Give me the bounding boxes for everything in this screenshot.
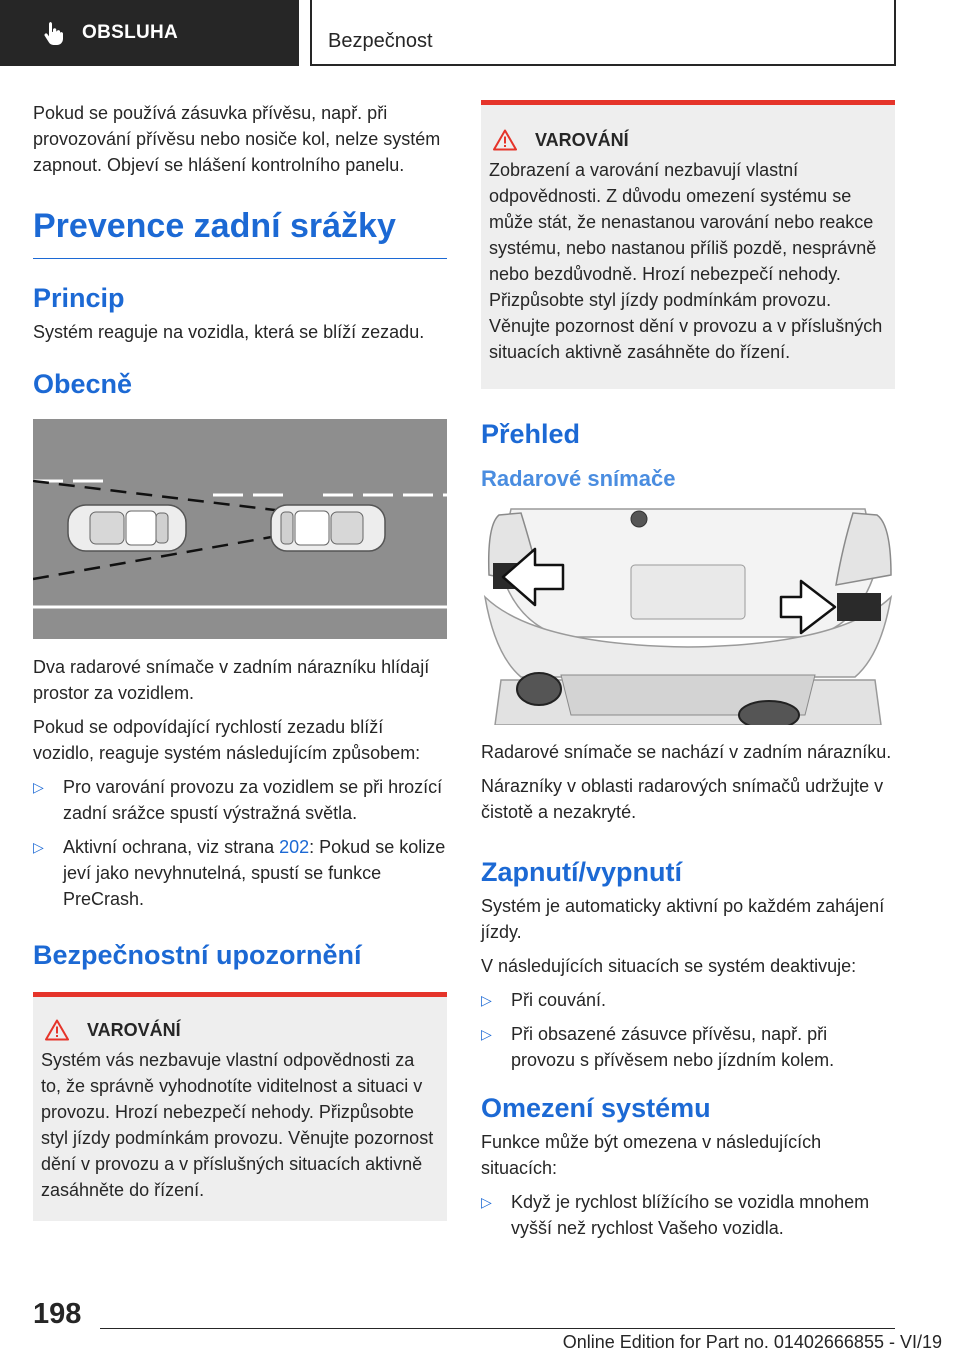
triangle-bullet-icon: ▷ [481,1194,492,1210]
radar-caption: Radarové snímače se nachází v zadním nárazníku. [481,742,892,762]
figure-caption: Dva radarové snímače v zadním nárazníku hlídají prostor za vozidlem. [33,657,430,703]
list-item: ▷ Při couvání. [481,987,895,1013]
triangle-bullet-icon: ▷ [33,779,44,795]
section-header [310,0,896,66]
deactivate-list [481,987,895,1073]
right-column [481,100,895,1249]
behavior-list [33,774,447,912]
rear-radar-coverage-figure [33,419,447,639]
list-item: ▷ Pro varování provozu za vozidlem se při hrozící zadní srážce spustí výstražná světla. [33,774,447,826]
deactivate-text: V následujících situacích se systém deaktivuje: [481,956,857,976]
chapter-tab-label: OBSLUHA [82,22,179,43]
warning-title: VAROVÁNÍ [87,1020,181,1040]
onoff-heading: Zapnutí/vypnutí [481,857,682,887]
warning-triangle-icon [493,129,517,151]
principle-text: Systém reaguje na vozidla, která se blíží zezadu. [33,322,425,342]
principle-heading: Princip [33,283,125,313]
radar-sensor-right [837,593,881,621]
limits-list [481,1189,895,1241]
radar-text: Nárazníky v oblasti radarových snímačů udržujte v čistotě a nezakryté. [481,776,884,822]
radar-heading: Radarové snímače [481,466,676,491]
page-number: 198 [33,1298,82,1330]
chapter-tab[interactable] [0,0,299,66]
warning-box [33,992,447,1221]
warning-triangle-icon [45,1019,69,1041]
behavior-text: Pokud se odpovídající rychlostí zezadu blíží vozidlo, reaguje systém následujícím způsobem: [33,717,421,763]
following-car [68,505,186,551]
general-heading: Obecně [33,369,133,399]
list-item: ▷ Když je rychlost blížícího se vozidla mnohem vyšší než rychlost Vašeho vozidla. [481,1189,895,1241]
page-reference-link[interactable]: 202 [279,837,310,857]
exhaust-left [517,673,561,705]
section-header-label: Bezpečnost [328,30,433,52]
edition-text: Online Edition for Part no. 01402666855 - VI/19 [562,1332,942,1352]
footer-divider [100,1328,895,1329]
page-title: Prevence zadní srážky [33,206,447,259]
left-column [33,100,447,1237]
limits-text: Funkce může být omezena v následujících situacích: [481,1132,822,1178]
intro-paragraph: Pokud se používá zásuvka přívěsu, např. při provozování přívěsu nebo nosiče kol, nelze systém zapnout. Objeví se hlášení kontrolního panelu. [33,103,441,175]
overview-heading: Přehled [481,419,581,449]
safety-heading: Bezpečnostní upozornění [33,940,362,970]
triangle-bullet-icon: ▷ [481,1026,492,1042]
brand-logo [631,511,647,527]
warning-text: Zobrazení a varování nezbavují vlastní odpovědnosti. Z důvodu omezení systému se může stát, že nenastanou varování nebo reakce systému, nebo nastanou příliš pozdě, nesprávně nebo bezdůvodně. Hrozí nebezpečí nehody. Přizpůsobte styl jízdy podmínkám provozu. Věnujte pozornost dění v provozu a v příslušných situacích aktivně zasáhněte do řízení. [489,160,883,362]
exhaust-right [739,701,799,725]
triangle-bullet-icon: ▷ [33,839,44,855]
warning-text: Systém vás nezbavuje vlastní odpovědnosti za to, že správně vyhodnotíte viditelnost a situaci v provozu. Hrozí nebezpečí nehody. Přizpůsobte styl jízdy podmínkám provozu. Věnujte pozornost dění v provozu a v příslušných situacích aktivně zasáhněte do řízení. [41,1050,434,1200]
list-item: ▷ Aktivní ochrana, viz strana 202: Pokud se kolize jeví jako nevyhnutelná, spustí se funkce PreCrash. [33,834,447,912]
warning-title: VAROVÁNÍ [535,130,629,150]
onoff-text: Systém je automaticky aktivní po každém zahájení jízdy. [481,896,885,942]
own-car [271,505,385,551]
triangle-bullet-icon: ▷ [481,992,492,1008]
limits-heading: Omezení systému [481,1093,711,1123]
list-item: ▷ Při obsazené zásuvce přívěsu, např. při provozu s přívěsem nebo jízdním kolem. [481,1021,895,1073]
rear-bumper-figure [481,505,895,725]
hand-pointer-icon [40,20,66,46]
warning-box [481,100,895,389]
